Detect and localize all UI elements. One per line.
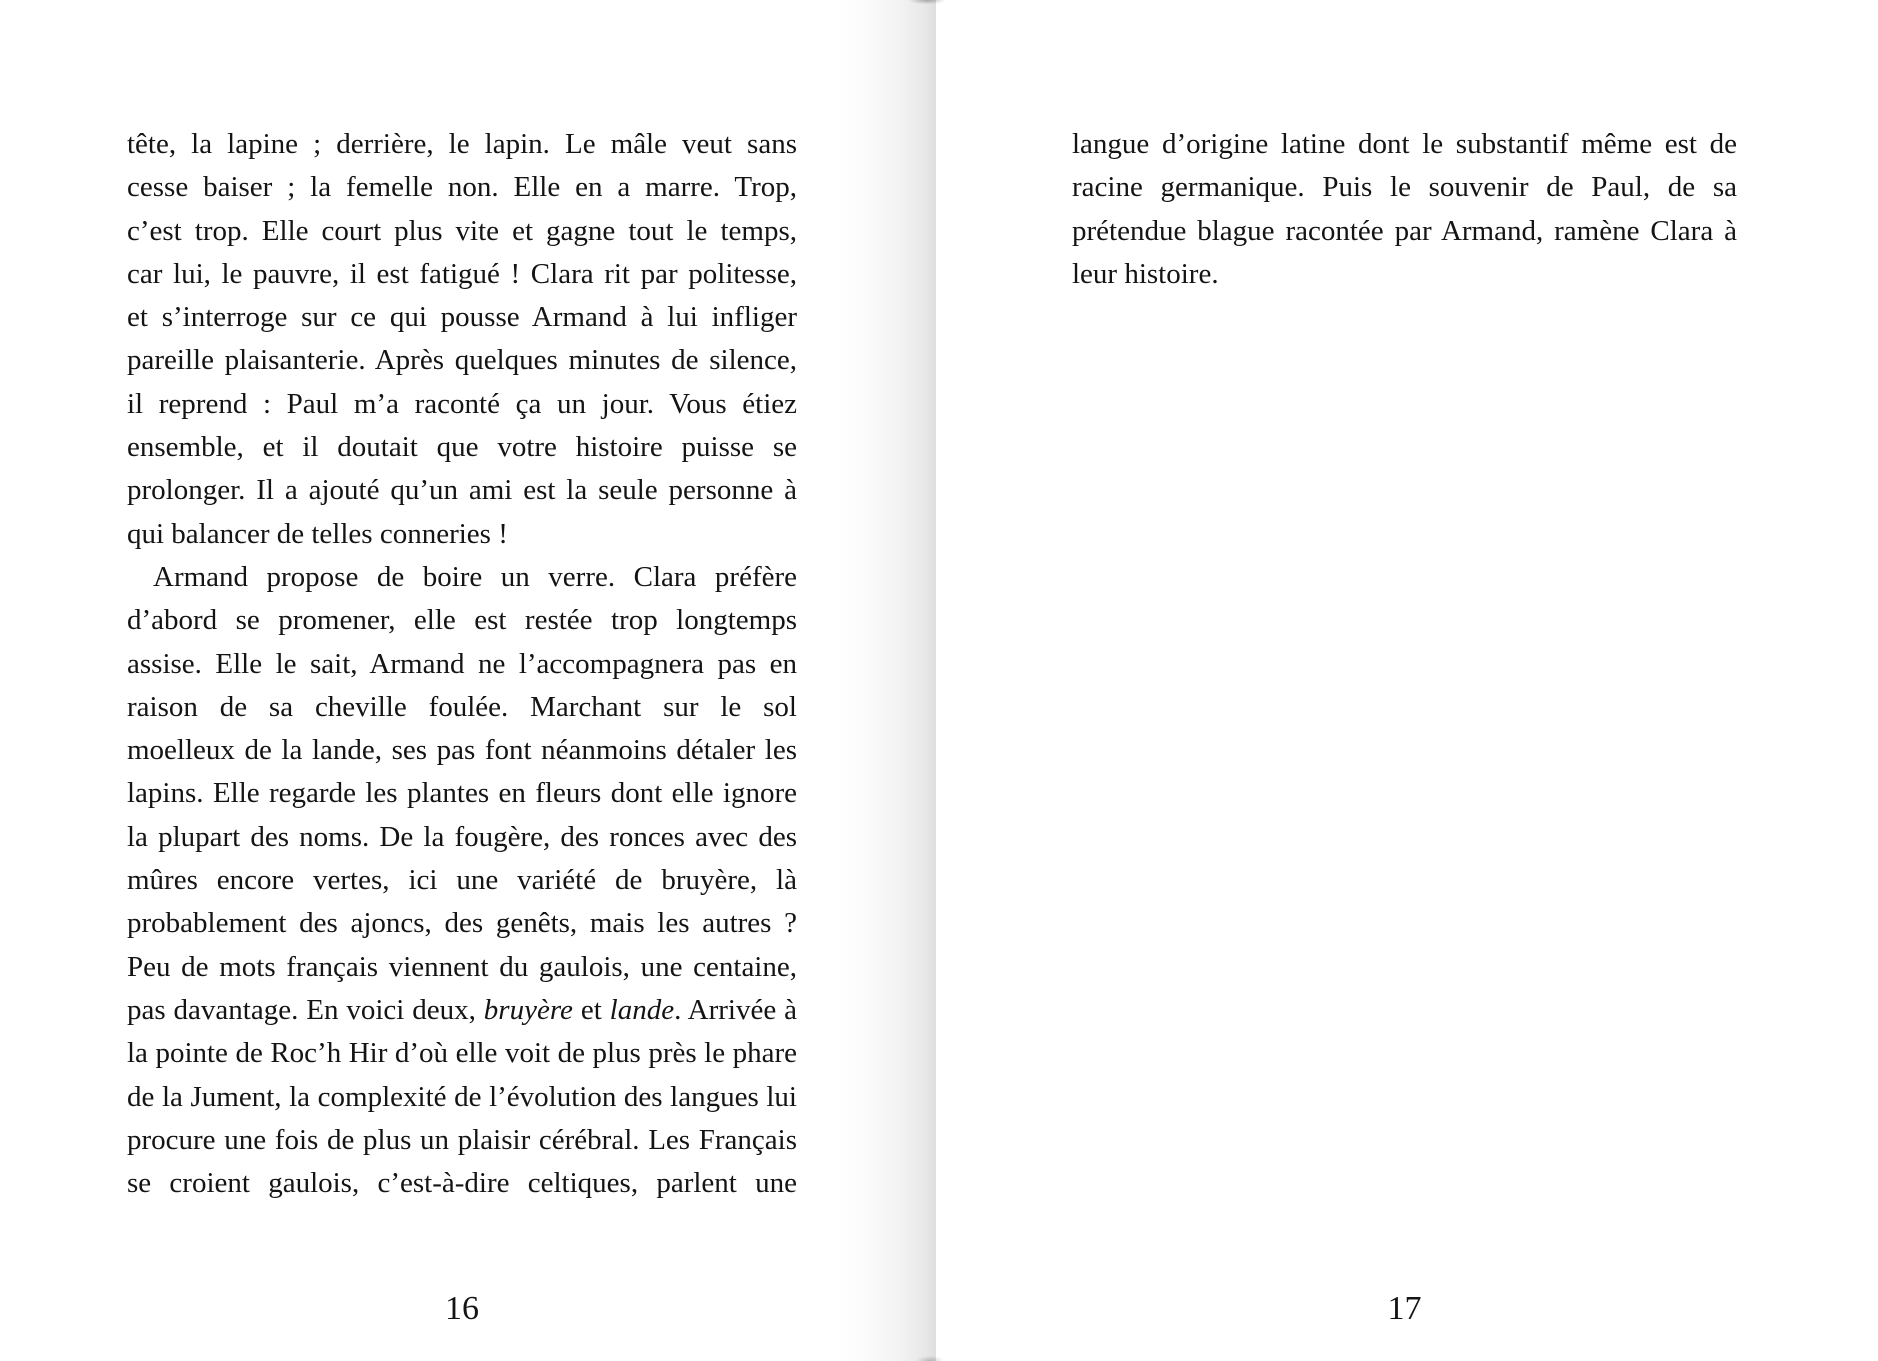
- text-segment: . Arrivée à: [674, 993, 797, 1026]
- text-line: la plupart des noms. De la fougère, des ronces avec des: [127, 820, 797, 853]
- text-line: Peu de mots français viennent du gaulois, une centaine,: [127, 950, 797, 983]
- text-line: se croient gaulois, c’est-à-dire celtiques, parlent une: [127, 1167, 797, 1200]
- text-line: prolonger. Il a ajouté qu’un ami est la seule personne à: [127, 474, 797, 507]
- text-line: qui balancer de telles conneries !: [127, 517, 508, 550]
- text-line: la pointe de Roc’h Hir d’où elle voit de plus près le phare: [127, 1037, 797, 1070]
- italic-term: bruyère: [483, 993, 573, 1026]
- page-left: [0, 0, 936, 1361]
- text-line: raison de sa cheville foulée. Marchant sur le sol: [127, 690, 797, 723]
- text-line: cesse baiser ; la femelle non. Elle en a marre. Trop,: [127, 171, 797, 204]
- page-right-text-block: [1072, 123, 1737, 296]
- text-line: prétendue blague racontée par Armand, ramène Clara à: [1072, 214, 1737, 247]
- text-line: mûres encore vertes, ici une variété de bruyère, là: [127, 864, 797, 897]
- text-segment: pas davantage. En voici deux,: [127, 993, 484, 1026]
- page-left-text-block: [127, 123, 797, 1205]
- text-line: et s’interroge sur ce qui pousse Armand à lui infliger: [127, 301, 797, 334]
- text-line: langue d’origine latine dont le substantif même est de: [1072, 128, 1737, 160]
- text-line: leur histoire.: [1072, 257, 1219, 290]
- text-line: racine germanique. Puis le souvenir de Paul, de sa: [1072, 171, 1737, 204]
- text-line: pareille plaisanterie. Après quelques minutes de silence,: [127, 344, 797, 377]
- gutter-shadow: [836, 0, 936, 1361]
- text-line: moelleux de la lande, ses pas font néanmoins détaler les: [127, 734, 797, 767]
- text-segment: et: [572, 993, 610, 1026]
- page-number-right: 17: [1387, 1290, 1422, 1327]
- text-line: de la Jument, la complexité de l’évolution des langues lui: [127, 1080, 797, 1113]
- text-line: Armand propose de boire un verre. Clara préfère: [153, 560, 797, 593]
- text-line: [127, 989, 797, 1032]
- italic-term: lande: [609, 993, 675, 1026]
- text-line: car lui, le pauvre, il est fatigué ! Clara rit par politesse,: [127, 257, 797, 290]
- text-line: il reprend : Paul m’a raconté ça un jour. Vous étiez: [127, 387, 797, 420]
- page-right: [936, 0, 1878, 1361]
- text-line: c’est trop. Elle court plus vite et gagne tout le temps,: [127, 214, 797, 247]
- text-line: lapins. Elle regarde les plantes en fleurs dont elle ignore: [127, 777, 797, 810]
- text-line: assise. Elle le sait, Armand ne l’accompagnera pas en: [127, 647, 797, 680]
- text-line: d’abord se promener, elle est restée trop longtemps: [127, 604, 797, 637]
- text-line: ensemble, et il doutait que votre histoire puisse se: [127, 431, 797, 464]
- page-number-left: 16: [445, 1290, 479, 1327]
- text-line: procure une fois de plus un plaisir cérébral. Les Français: [127, 1123, 797, 1156]
- text-line: probablement des ajoncs, des genêts, mais les autres ?: [127, 907, 797, 940]
- text-line: tête, la lapine ; derrière, le lapin. Le mâle veut sans: [127, 128, 797, 160]
